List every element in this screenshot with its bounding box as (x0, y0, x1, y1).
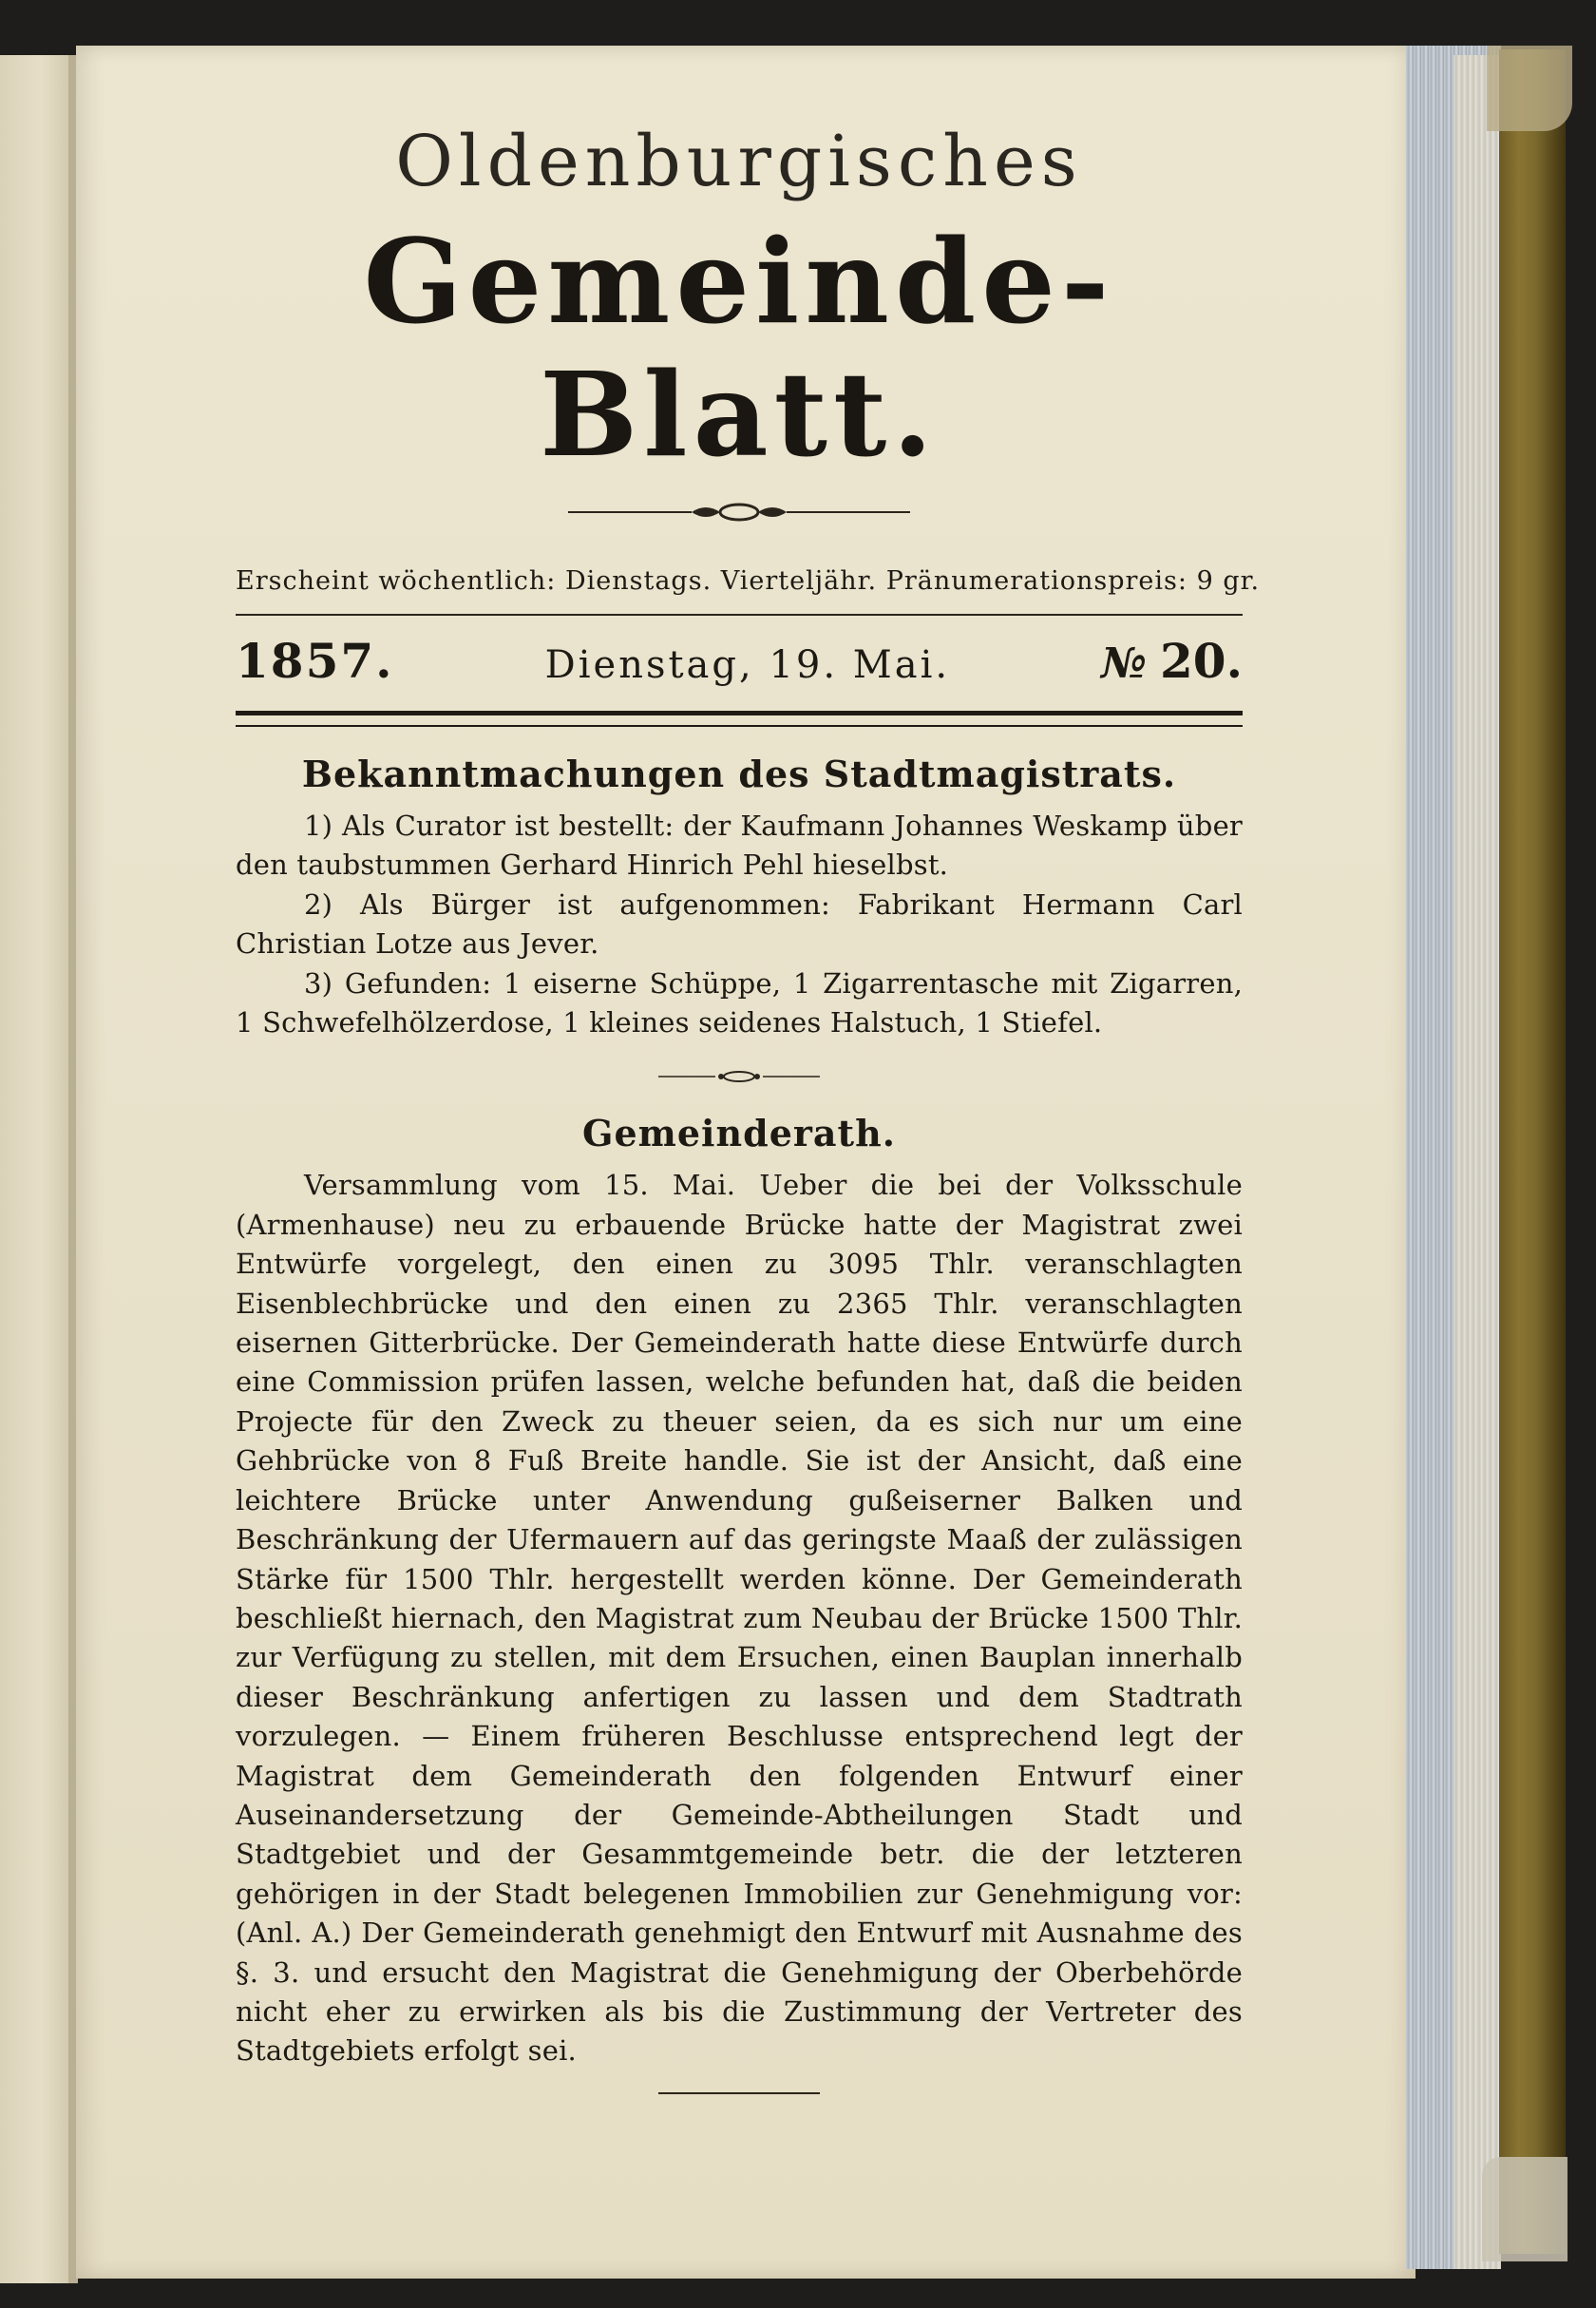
ornament-icon (568, 498, 910, 526)
section-divider (658, 1067, 820, 1086)
masthead (236, 114, 1243, 481)
council-paragraph: Versammlung vom 15. Mai. Ueber die bei der Volksschule (Armenhause) neu zu erbauende Brücke hatte der Magistrat zwei Entwürfe vorgelegt, den einen zu 3095 Thlr. veranschlagten Eisenblechbrücke und den einen zu 2365 Thlr. veranschlagten eisernen Gitterbrücke. Der Gemeinderath hatte diese Entwürfe durch eine Commission prüfen lassen, welche befunden hat, daß die beiden Projecte für den Zweck zu theuer seien, da es sich nur um eine Gehbrücke von 8 Fuß Breite handle. Sie ist der Ansicht, daß eine leichtere Brücke unter Anwendung gußeiserner Balken und Beschränkung der Ufermauern auf das geringste Maaß der zulässigen Stärke für 1500 Thlr. hergestellt werden könne. Der Gemeinderath beschließt hiernach, den Magistrat zum Neubau der Brücke 1500 Thlr. zur Verfügung zu stellen, mit dem Ersuchen, einen Bauplan innerhalb dieser Beschränkung anfertigen zu lassen und dem Stadtrath vorzulegen. — Einem früheren Beschlusse entsprechend legt der Magistrat dem Gemeinderath den folgenden Entwurf einer Auseinandersetzung der Gemeinde-Abtheilungen Stadt und Stadtgebiet und der Gesammtgemeinde betr. die der letzteren gehörigen in der Stadt belegenen Immobilien zur Genehmigung vor: (Anl. A.) Der Gemeinderath genehmigt den Entwurf mit Ausnahme des §. 3. und ersucht den Magistrat die Genehmigung der Oberbehörde nicht eher zu erwirken als bis die Zustimmung der Vertreter des Stadtgebiets erfolgt sei. (236, 1169, 1243, 2068)
issue-number-value: 20. (1159, 633, 1243, 689)
previous-page-strip (0, 55, 74, 2283)
issue-double-rule (236, 711, 1243, 727)
page-edges-inner (1454, 55, 1501, 2269)
announcement-paragraph: 1) Als Curator ist bestellt: der Kaufmann Johannes Weskamp über den taubstummen Gerhard Hinrich Pehl hieselbst. (236, 810, 1243, 882)
header-rule (236, 614, 1243, 616)
publication-info: Erscheint wöchentlich: Dienstags. Vierteljähr. Pränumerationspreis: 9 gr. (236, 566, 1261, 596)
masthead-line1: Oldenburgisches (395, 121, 1083, 202)
spine-top-wear (1487, 46, 1572, 131)
masthead-ornament (568, 498, 910, 526)
book-spine (1499, 49, 1566, 2254)
divider-ornament-icon (658, 1067, 820, 1086)
issue-line (236, 633, 1243, 696)
issue-number-prefix: № (1101, 639, 1147, 688)
end-rule (658, 2092, 820, 2094)
masthead-title: Gemeinde-Blatt. (363, 213, 1115, 483)
spine-bottom-wear (1482, 2157, 1568, 2261)
page-content (236, 114, 1261, 2094)
issue-number (1101, 633, 1243, 689)
section-title-council: Gemeinderath. (582, 1112, 896, 1155)
issue-year: 1857. (236, 633, 394, 689)
announcement-paragraph: 2) Als Bürger ist aufgenommen: Fabrikant Hermann Carl Christian Lotze aus Jever. (236, 887, 1243, 961)
section-title-announcements: Bekanntmachungen des Stadtmagistrats. (301, 753, 1177, 795)
announcement-paragraph: 3) Gefunden: 1 eiserne Schüppe, 1 Zigarrentasche mit Zigarren, 1 Schwefelhölzerdose, 1 kleines seidenes Halstuch, 1 Stiefel. (236, 966, 1243, 1040)
issue-date: Dienstag, 19. Mai. (544, 643, 951, 687)
